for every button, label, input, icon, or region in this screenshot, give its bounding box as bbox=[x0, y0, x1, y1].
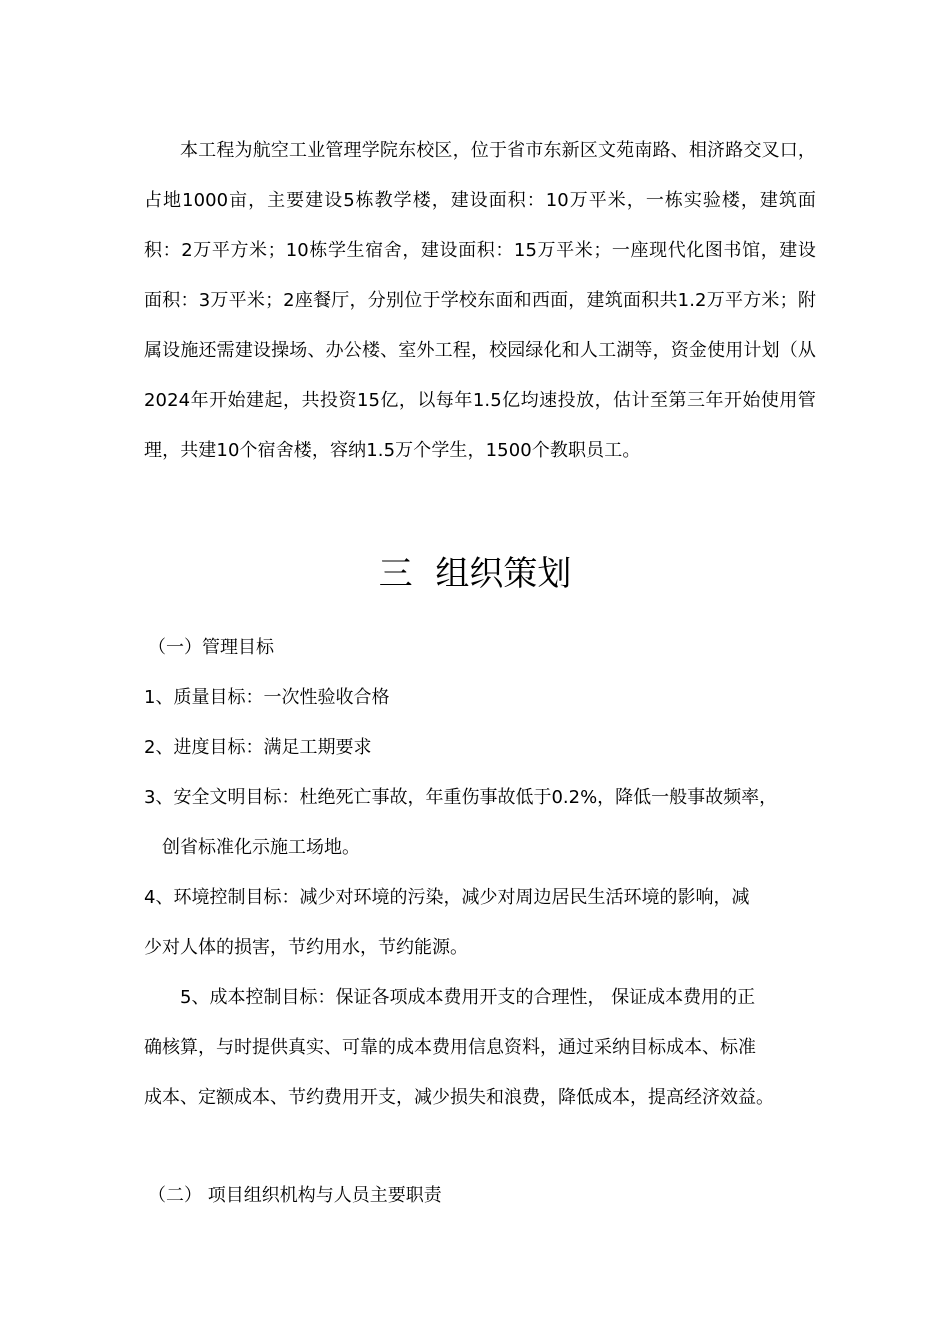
cost-goal-line-1: 5、成本控制目标：保证各项成本费用开支的合理性， 保证成本费用的正 bbox=[180, 987, 756, 1008]
safety-goal-line-2: 创省标准化示施工场地。 bbox=[162, 837, 360, 858]
safety-goal-line-1: 3、安全文明目标：杜绝死亡事故，年重伤事故低于0.2%，降低一般事故频率， bbox=[144, 787, 778, 808]
organization-heading: （二） 项目组织机构与人员主要职责 bbox=[148, 1185, 442, 1206]
quality-goal: 1、质量目标：一次性验收合格 bbox=[144, 687, 390, 708]
cost-goal-line-3: 成本、定额成本、节约费用开支，减少损失和浪费，降低成本，提高经济效益。 bbox=[144, 1087, 774, 1108]
schedule-goal: 2、进度目标：满足工期要求 bbox=[144, 737, 372, 758]
cost-goal-line-2: 确核算，与时提供真实、可靠的成本费用信息资料，通过采纳目标成本、标准 bbox=[144, 1037, 756, 1058]
environment-goal-line-1: 4、环境控制目标：减少对环境的污染，减少对周边居民生活环境的影响，减 bbox=[144, 887, 750, 908]
environment-goal-line-2: 少对人体的损害，节约用水，节约能源。 bbox=[144, 937, 468, 958]
management-goals-heading: （一）管理目标 bbox=[148, 637, 274, 658]
intro-paragraph: 本工程为航空工业管理学院东校区，位于省市东新区文苑南路、相济路交叉口，占地1000亩，主要建设5栋教学楼，建设面积：10万平米，一栋实验楼，建筑面积：2万平方米；10栋学生宿舍，建设面积：15万平米；一座现代化图书馆，建设面积：3万平米；2座餐厅，分别位于学校东面和西面，建筑面积共1.2万平方米；附属设施还需建设操场、办公楼、室外工程，校园绿化和人工湖等，资金使用计划（从2024年开始建起，共投资15亿，以每年1.5亿均速投放，估计至第三年开始使用管理，共建10个宿舍楼，容纳1.5万个学生，1500个教职员工。 bbox=[144, 140, 816, 461]
section-title: 三 组织策划 bbox=[378, 554, 572, 594]
